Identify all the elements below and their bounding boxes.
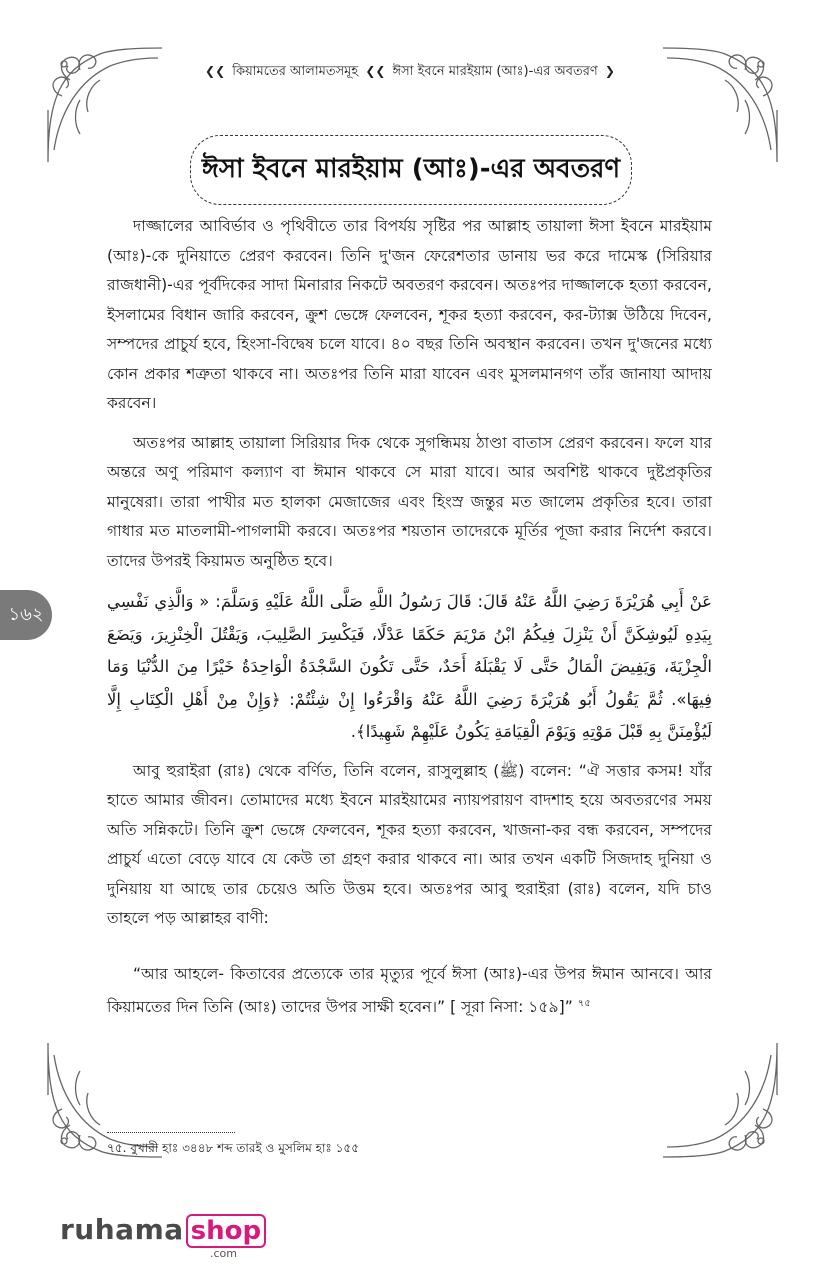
footnote: ৭৫. বুখারী হাঃ ৩৪৪৮ শব্দ তারই ও মুসলিম হাঃ ১৫৫ (107, 1141, 360, 1155)
logo-com-text: .com (210, 1247, 237, 1260)
header-separator: ❮❮ (205, 64, 226, 78)
body-text (107, 212, 712, 1023)
footnote-reference[interactable]: ৭৫ (577, 998, 591, 1009)
hadith-translation: আবু হুরাইরা (রাঃ) থেকে বর্ণিত, তিনি বলেন, রাসুলুল্লাহ (ﷺ) বলেন: “ঐ সত্তার কসম! যাঁর হাতে আমার জীবন। তোমাদের মধ্যে ইবনে মারইয়ামের ন্যায়পরায়ণ বাদশাহ হয়ে অবতরণের সময় অতি সন্নিকটে। তিনি ক্রুশ ভেঙ্গে ফেলবেন, শূকর হত্যা করবেন, খাজনা-কর বন্ধ করবেন, সম্পদের প্রাচুর্য এতো বেড়ে যাবে যে কেউ তা গ্রহণ করার থাকবে না। আর তখন একটি সিজদাহ দুনিয়া ও দুনিয়ায় যা আছে তার চেয়েও অতি উত্তম হবে। অতঃপর আবু হুরাইরা (রাঃ) বলেন, যদি চাও তাহলে পড় আল্লাহর বাণী: (107, 761, 712, 927)
arabic-hadith: عَنْ أَبِي هُرَيْرَةَ رَضِيَ اللَّهُ عَنْهُ قَالَ: قَالَ رَسُولُ اللَّهِ صَلَّى اللَّهُ عَلَيْهِ وَسَلَّمَ: « وَالَّذِي نَفْسِي بِيَدِهِ لَيُوشِكَنَّ أَنْ يَنْزِلَ فِيكُمُ ابْنُ مَرْيَمَ حَكَمًا عَدْلًا، فَيَكْسِرَ الصَّلِيبَ، وَيَقْتُلَ الْخِنْزِيرَ، وَيَضَعَ الْجِزْيَةَ، وَيَفِيضَ الْمَالُ حَتَّى لَا يَقْبَلَهُ أَحَدٌ، حَتَّى تَكُونَ السَّجْدَةُ الْوَاحِدَةُ خَيْرًا مِنَ الدُّنْيَا وَمَا فِيهَا». ثُمَّ يَقُولُ أَبُو هُرَيْرَةَ رَضِيَ اللَّهُ عَنْهُ وَاقْرَءُوا إِنْ شِئْتُمْ: ﴿وَإِنْ مِنْ أَهْلِ الْكِتَابِ إِلَّا لَيُؤْمِنَنَّ بِهِ قَبْلَ مَوْتِهِ وَيَوْمَ الْقِيَامَةِ يَكُونُ عَلَيْهِمْ شَهِيدًا﴾. (107, 592, 712, 741)
header-book-section: কিয়ামতের আলামতসমূহ (232, 64, 359, 79)
quran-quote-text: “আর আহলে- কিতাবের প্রত্যেকে তার মৃত্যুর পূর্বে ঈসা (আঃ)-এর উপর ঈমান আনবে। আর কিয়ামতের দিন তিনি (আঃ) তাদের উপর সাক্ষী হবেন।” [ সূরা নিসা: ১৫৯]” (107, 964, 712, 1017)
logo-shop-text: shop (186, 1214, 266, 1248)
chapter-title-box (190, 135, 632, 205)
paragraph: অতঃপর আল্লাহ তায়ালা সিরিয়ার দিক থেকে সুগন্ধিময় ঠাণ্ডা বাতাস প্রেরণ করবেন। ফলে যার অন্তরে অণু পরিমাণ কল্যাণ বা ঈমান থাকবে সে মারা যাবে। আর অবশিষ্ট থাকবে দুষ্টপ্রকৃতির মানুষেরা। তারা পাখীর মত হালকা মেজাজের এবং হিংস্র জন্তুর মত জালেম প্রকৃতির হবে। তারা গাধার মত মাতলামী-পাগলামী করবে। অতঃপর শয়তান তাদেরকে মূর্তির পূজা করার নির্দেশ করবে। তাদের উপরই কিয়ামত অনুষ্ঠিত হবে। (107, 433, 712, 570)
ornament-top-left (40, 40, 170, 170)
page-number-tab (0, 590, 52, 640)
ornament-top-right (655, 40, 785, 170)
page-number: ১৬২ (8, 603, 44, 625)
logo-ruhama-text: ruhama (60, 1213, 184, 1246)
ornament-bottom-right (655, 1035, 785, 1165)
running-header (150, 62, 670, 83)
footnote-divider (107, 1132, 235, 1133)
ruhama-shop-logo (60, 1213, 266, 1260)
header-chapter: ঈসা ইবনে মারইয়াম (আঃ)-এর অবতরণ (392, 64, 598, 79)
paragraph: দাজ্জালের আবির্ভাব ও পৃথিবীতে তার বিপর্যয় সৃষ্টির পর আল্লাহ তায়ালা ঈসা ইবনে মারইয়াম (আঃ)-কে দুনিয়াতে প্রেরণ করবেন। তিনি দু'জন ফেরেশতার ডানায় ভর করে দামেস্ক (সিরিয়ার রাজধানী)-এর পূর্বদিকের সাদা মিনারার নিকটে অবতরণ করবেন। অতঃপর দাজ্জালকে হত্যা করবেন, ইসলামের বিধান জারি করবেন, ক্রুশ ভেঙ্গে ফেলবেন, শূকর হত্যা করবেন, কর-ট্যাক্স উঠিয়ে দিবেন, সম্পদের প্রাচুর্য হবে, হিংসা-বিদ্বেষ চলে যাবে। ৪০ বছর তিনি অবস্থান করবেন। তখন দু'জনের মধ্যে কোন প্রকার শত্রুতা থাকবে না। অতঃপর তিনি মারা যাবেন এবং মুসলমানগণ তাঁর জানাযা আদায় করবেন। (107, 217, 712, 412)
header-separator: ❮❮ (365, 64, 386, 78)
chapter-title: ঈসা ইবনে মারইয়াম (আঃ)-এর অবতরণ (201, 154, 621, 184)
quran-quote (107, 960, 712, 1023)
header-separator-end: ❯ (604, 64, 615, 78)
